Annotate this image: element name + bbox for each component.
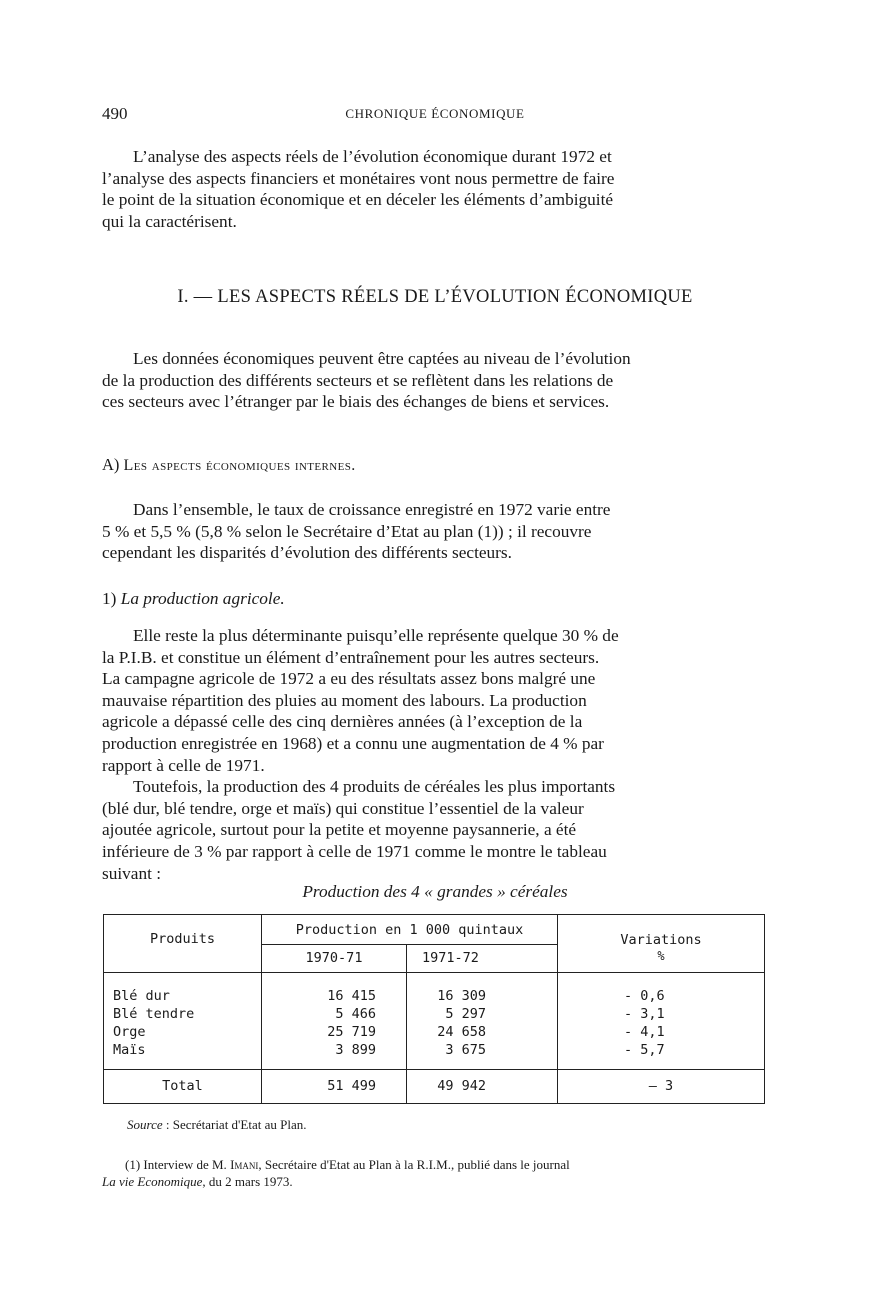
header-variations-unit: % — [657, 949, 665, 963]
intro-line-2: l’analyse des aspects financiers et monétaires vont nous permettre de faire — [102, 168, 615, 188]
agri2-line-3: ajoutée agricole, surtout pour la petite et moyenne paysannerie, a été — [102, 820, 577, 840]
row-y1: 5 466 — [335, 1006, 376, 1022]
growth-line-2: 5 % et 5,5 % (5,8 % selon le Secrétaire d’Etat au plan (1)) ; il recouvre — [102, 521, 592, 541]
intro-paragraph — [102, 146, 764, 232]
intro-line-4: qui la caractérisent. — [102, 211, 237, 231]
section-line-2: de la production des différents secteurs et se reflètent dans les relations de — [102, 370, 614, 390]
total-y2: 49 942 — [437, 1078, 486, 1094]
header-bottom-divider — [104, 972, 764, 973]
agri2-line-5: suivant : — [102, 863, 162, 883]
row-variation: - 5,7 — [624, 1042, 665, 1058]
row-variation: - 3,1 — [624, 1006, 665, 1022]
growth-line-3: cependant les disparités d’évolution des différents secteurs. — [102, 543, 512, 563]
footnote — [102, 1157, 764, 1190]
section-line-1: Les données économiques peuvent être captées au niveau de l’évolution — [133, 349, 631, 368]
running-title: CHRONIQUE ÉCONOMIQUE — [345, 106, 525, 121]
agri2-line-4: inférieure de 3 % par rapport à celle de 1971 comme le montre le tableau — [102, 841, 607, 861]
row-y1: 25 719 — [327, 1024, 376, 1040]
footnote-line-2: La vie Economique, du 2 mars 1973. — [102, 1173, 293, 1189]
header-year-1971-72: 1971-72 — [422, 950, 479, 966]
total-row-divider — [104, 1069, 764, 1070]
agri1-line-1: Elle reste la plus déterminante puisqu’elle représente quelque 30 % de — [133, 626, 619, 645]
total-y1: 51 499 — [327, 1078, 376, 1094]
agri1-line-5: agricole a dépassé celle des cinq dernières années (à l’exception de la — [102, 712, 583, 732]
footnote-line-1: (1) Interview de M. Imani, Secrétaire d'Etat au Plan à la R.I.M., publié dans le journal — [125, 1157, 570, 1172]
table-source: Source : Secrétariat d'Etat au Plan. — [127, 1117, 307, 1132]
agri1-line-6: production enregistrée en 1968) et a connu une augmentation de 4 % par — [102, 733, 604, 753]
agri2-line-2: (blé dur, blé tendre, orge et maïs) qui constitue l’essentiel de la valeur — [102, 798, 584, 818]
row-y1: 16 415 — [327, 988, 376, 1004]
row-product: Orge — [113, 1024, 146, 1040]
row-y2: 24 658 — [437, 1024, 486, 1040]
agri1-line-4: mauvaise répartition des pluies au moment des labours. La production — [102, 690, 587, 710]
row-product: Blé tendre — [113, 1006, 195, 1022]
row-product: Blé dur — [113, 988, 170, 1004]
agri2-line-1: Toutefois, la production des 4 produits de céréales les plus importants — [133, 777, 616, 797]
total-label: Total — [162, 1078, 203, 1094]
total-variation: – 3 — [648, 1078, 674, 1094]
header-produits: Produits — [149, 931, 216, 947]
intro-line-3: le point de la situation économique et en déceler les éléments d’ambiguité — [102, 190, 614, 210]
agri-paragraph-1 — [102, 625, 764, 884]
intro-line-1: L’analyse des aspects réels de l’évolution économique durant 1972 et — [133, 147, 612, 166]
header-year-1970-71: 1970-71 — [305, 950, 363, 966]
row-y2: 16 309 — [437, 988, 486, 1004]
growth-paragraph — [102, 499, 764, 564]
page-number: 490 — [102, 104, 128, 123]
section-paragraph — [102, 348, 764, 413]
row-variation: - 4,1 — [624, 1024, 665, 1040]
agri1-line-2: la P.I.B. et constitue un élément d’entraînement pour les autres secteurs. — [102, 647, 600, 667]
section-line-3: ces secteurs avec l’étranger par le biais des échanges de biens et services. — [102, 392, 610, 412]
table-caption: Production des 4 « grandes » céréales — [302, 882, 568, 901]
col-divider-2 — [406, 944, 407, 1103]
header-variations: Variations — [620, 932, 702, 948]
growth-line-1: Dans l’ensemble, le taux de croissance enregistré en 1972 varie entre — [133, 500, 611, 519]
section-title: I. — LES ASPECTS RÉELS DE L’ÉVOLUTION ÉCONOMIQUE — [177, 287, 693, 307]
header-production-group: Production en 1 000 quintaux — [295, 922, 524, 938]
row-y1: 3 899 — [335, 1042, 376, 1058]
row-product: Maïs — [113, 1042, 146, 1058]
cereal-production-table — [103, 914, 765, 1104]
agri1-line-7: rapport à celle de 1971. — [102, 755, 265, 775]
agri1-line-3: La campagne agricole de 1972 a eu des résultats assez bons malgré une — [102, 669, 596, 689]
subsubsection-heading: 1) La production agricole. — [102, 589, 285, 608]
group-header-divider — [261, 944, 558, 945]
subsection-heading: A) Les aspects économiques internes. — [102, 455, 356, 474]
row-y2: 5 297 — [445, 1006, 486, 1022]
row-variation: - 0,6 — [624, 988, 665, 1004]
row-y2: 3 675 — [445, 1042, 486, 1058]
